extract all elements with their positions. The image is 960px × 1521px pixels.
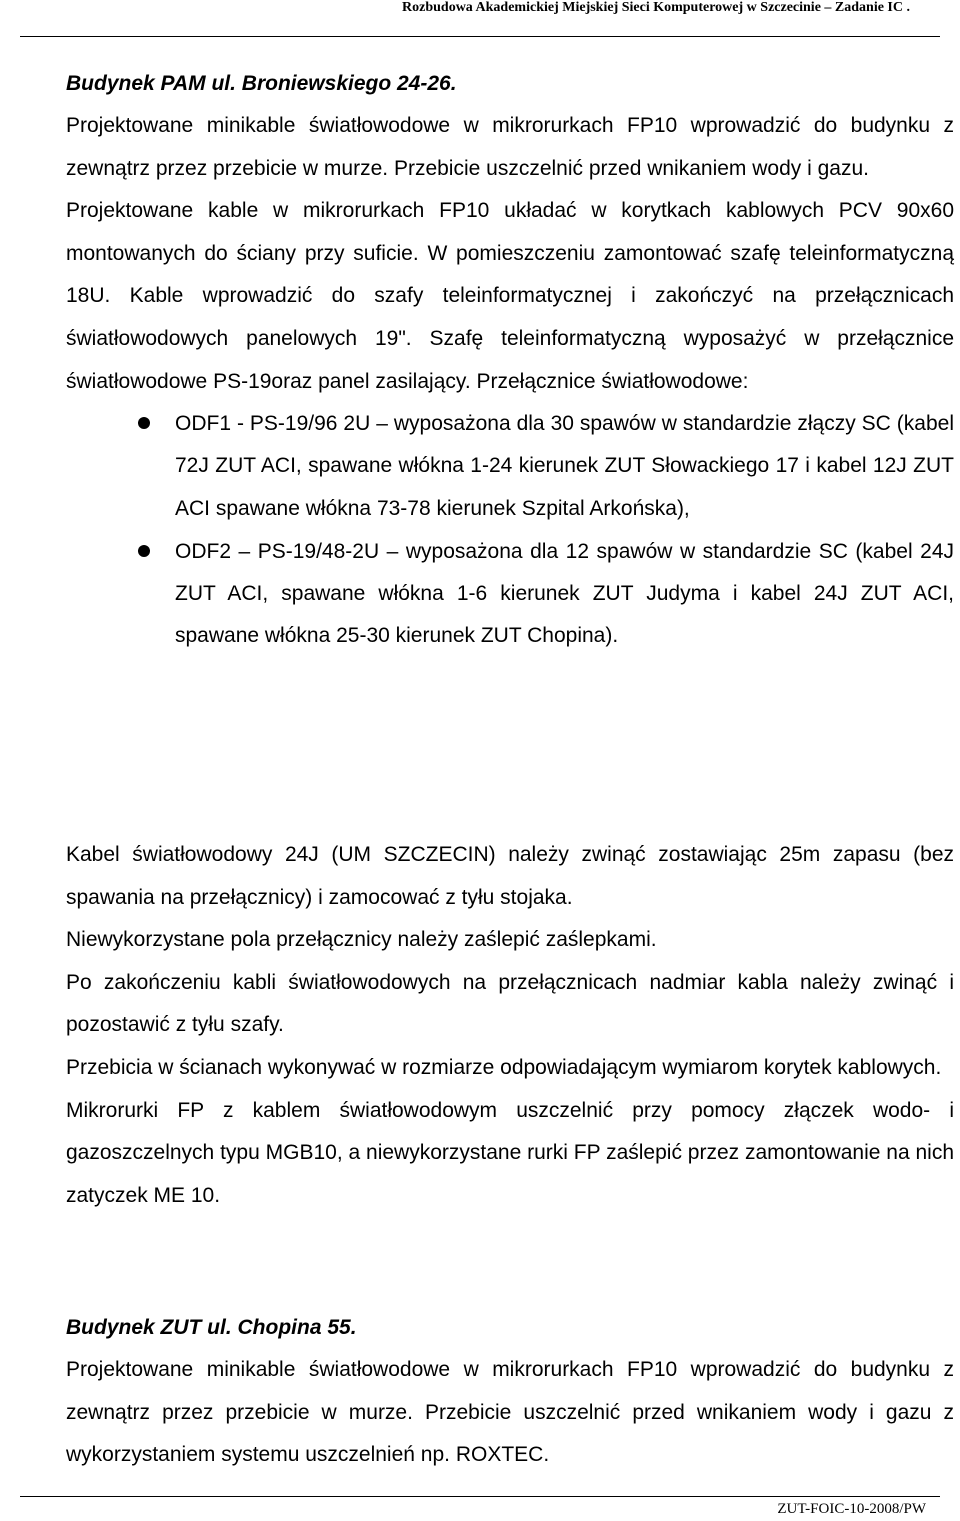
running-header: Rozbudowa Akademickiej Miejskiej Sieci Komputerowej w Szczecinie – Zadanie IC .: [402, 0, 910, 15]
paragraph-excess-cable: Po zakończeniu kabli światłowodowych na przełącznicach nadmiar kabla należy zwinąć i pozostawić z tyłu szafy.: [66, 970, 954, 1037]
paragraph-cable-reserve: Kabel światłowodowy 24J (UM SZCZECIN) należy zwinąć zostawiając 25m zapasu (bez spawania na przełącznicy) i zamocować z tyłu stojaka.: [66, 843, 954, 909]
header-rule: [20, 36, 940, 37]
section-heading-chopina: Budynek ZUT ul. Chopina 55.: [66, 1316, 357, 1339]
document-code: ZUT-FOIC-10-2008/PW: [777, 1501, 926, 1517]
paragraph-intro: Projektowane minikable światłowodowe w mikrorurkach FP10 wprowadzić do budynku z zewnątrz przez przebicie w murze. Przebicie uszczelnić przed wnikaniem wody i gazu.: [66, 114, 954, 180]
paragraph-microducts: Mikrorurki FP z kablem światłowodowym uszczelnić przy pomocy złączek wodo- i gazoszczelnych typu MGB10, a niewykorzystane rurki FP zaślepić przez zamontowanie na nich zatyczek ME 10.: [66, 1098, 954, 1207]
list-item: [66, 531, 954, 658]
section-chopina: [66, 1307, 954, 1477]
list-item: [66, 403, 954, 530]
bullet-icon: [138, 417, 150, 429]
paragraph-chopina-intro: Projektowane minikable światłowodowe w mikrorurkach FP10 wprowadzić do budynku z zewnątrz przez przebicie w murze. Przebicie uszczelnić przed wnikaniem wody i gazu z wykorzystaniem systemu uszczelnień np. ROXTEC.: [66, 1358, 954, 1467]
section-heading-pam: Budynek PAM ul. Broniewskiego 24-26.: [66, 72, 457, 95]
section-pam: [66, 63, 954, 658]
list-item-text: ODF1 - PS-19/96 2U – wyposażona dla 30 spawów w standardzie złączy SC (kabel 72J ZUT ACI, spawane włókna 1-24 kierunek ZUT Słowackiego 17 i kabel 12J ZUT ACI spawane włókna 73-78 kierunek Szpital Arkońska),: [175, 412, 954, 520]
paragraph-wall-openings: Przebicia w ścianach wykonywać w rozmiarze odpowiadającym wymiarom korytek kablowych.: [66, 1055, 942, 1079]
footer-rule: [20, 1496, 940, 1497]
list-item-text: ODF2 – PS-19/48-2U – wyposażona dla 12 spawów w standardzie SC (kabel 24J ZUT ACI, spawane włókna 1-6 kierunek ZUT Judyma i kabel 24J ZUT ACI, spawane włókna 25-30 kierunek ZUT Chopina).: [175, 539, 954, 648]
paragraph-blanking: Niewykorzystane pola przełącznicy należy zaślepić zaślepkami.: [66, 928, 657, 952]
paragraph-cabling: Projektowane kable w mikrorurkach FP10 układać w korytkach kablowych PCV 90x60 montowanych do ściany przy suficie. W pomieszczeniu zamontować szafę teleinformatyczną 18U. Kable wprowadzić do szafy teleinformatycznej i zakończyć na przełącznicach światłowodowych panelowych 19". Szafę teleinformatyczną wyposażyć w przełącznice światłowodowe PS-19oraz panel zasilający. Przełącznice światłowodowe:: [66, 199, 954, 393]
section-pam-notes: [66, 834, 954, 1217]
bullet-icon: [138, 545, 150, 557]
odf-list: [66, 403, 954, 657]
